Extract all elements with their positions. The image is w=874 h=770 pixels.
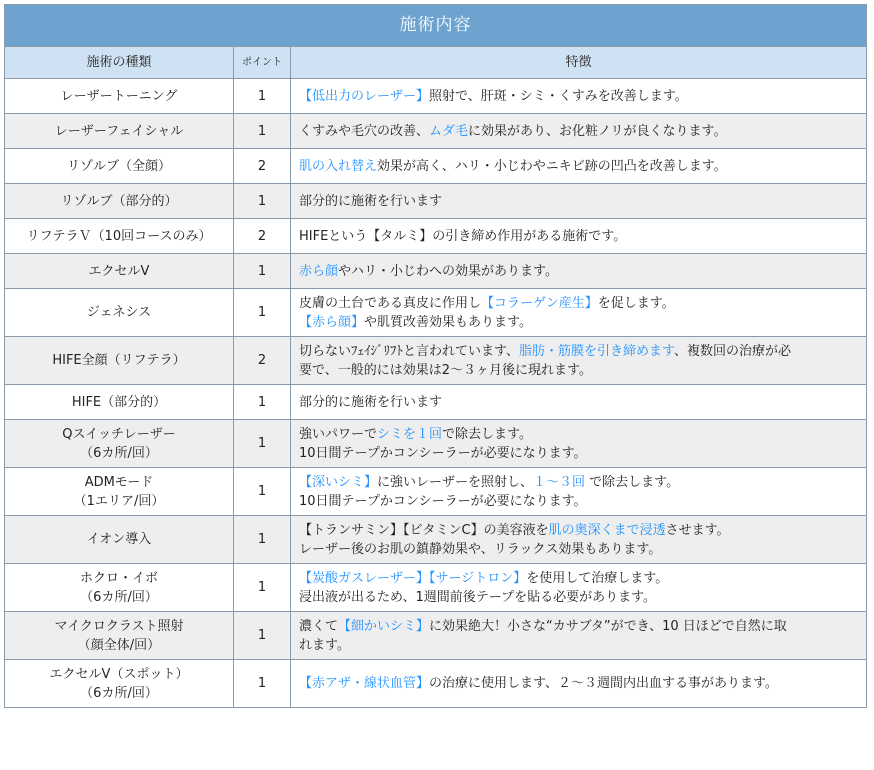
description-line — [299, 342, 858, 361]
highlight-text: 【赤ら顔】 — [299, 314, 365, 330]
table-row — [5, 468, 867, 516]
treatment-point: 1 — [234, 612, 291, 660]
treatment-point: 1 — [234, 254, 291, 289]
description-line — [299, 393, 858, 412]
plain-text: やハリ・小じわへの効果があります。 — [338, 263, 558, 279]
treatment-description — [291, 385, 867, 420]
plain-text: 濃くて — [299, 618, 339, 634]
treatment-name — [5, 385, 234, 420]
description-line — [299, 473, 858, 492]
table-title: 施術内容 — [5, 5, 867, 47]
highlight-text: 【深いシミ】 — [299, 474, 378, 490]
table-row — [5, 254, 867, 289]
table-row — [5, 612, 867, 660]
treatment-point: 1 — [234, 114, 291, 149]
treatment-name — [5, 149, 234, 184]
treatment-name-line: エクセルV — [88, 263, 150, 279]
plain-text: に強いレーザーを照射し、 — [377, 474, 534, 490]
plain-text: れます。 — [299, 637, 350, 653]
treatment-name-line: ホクロ・イボ — [79, 570, 158, 586]
description-line — [299, 227, 858, 246]
treatment-name — [5, 420, 234, 468]
treatment-name — [5, 516, 234, 564]
treatment-point: 1 — [234, 289, 291, 337]
header-feature: 特徴 — [291, 47, 867, 79]
treatment-point: 1 — [234, 516, 291, 564]
treatment-name-line: レーザートーニング — [60, 88, 178, 104]
highlight-text: 【低出力のレーザー】 — [299, 88, 430, 104]
treatment-name-line: Qスイッチレーザー — [62, 426, 176, 442]
description-line — [299, 492, 858, 511]
treatment-description — [291, 184, 867, 219]
treatment-description — [291, 254, 867, 289]
table-row — [5, 660, 867, 708]
plain-text: 、複数回の治療が必 — [673, 343, 791, 359]
treatment-description — [291, 337, 867, 385]
treatment-name-line: マイクロクラスト照射 — [54, 618, 184, 634]
description-line — [299, 87, 858, 106]
treatment-name-line: （1エリア/回） — [73, 493, 165, 509]
treatment-name-line: ADMモード — [84, 474, 154, 490]
treatment-name-line: エクセルV（スポット） — [49, 666, 189, 682]
treatment-name-line: ジェネシス — [86, 305, 152, 320]
plain-text: 要で、一般的には効果は2〜３ヶ月後に現れます。 — [299, 362, 592, 378]
table-row — [5, 516, 867, 564]
treatment-description — [291, 420, 867, 468]
treatment-name-line: HIFE（部分的） — [71, 394, 167, 410]
treatment-name — [5, 114, 234, 149]
treatment-point: 1 — [234, 184, 291, 219]
table-row — [5, 149, 867, 184]
table-row — [5, 219, 867, 254]
plain-text: 部分的に施術を行います — [299, 394, 443, 410]
description-line — [299, 444, 858, 463]
treatment-point: 1 — [234, 79, 291, 114]
description-line — [299, 540, 858, 559]
description-line — [299, 262, 858, 281]
treatment-name — [5, 184, 234, 219]
table-row — [5, 385, 867, 420]
highlight-text: 【赤アザ・線状血管】 — [299, 676, 430, 691]
description-line — [299, 588, 858, 607]
table-body — [5, 79, 867, 708]
table-row — [5, 420, 867, 468]
description-line — [299, 192, 858, 211]
description-line — [299, 313, 858, 332]
plain-text: 【トランサミン】【ビタミンC】の美容液を — [299, 522, 549, 538]
treatment-description — [291, 564, 867, 612]
highlight-text: 脂肪・筋膜を引き締めます — [518, 343, 674, 359]
plain-text: 浸出液が出るため、1週間前後テープを貼る必要があります。 — [299, 589, 657, 605]
table-row — [5, 79, 867, 114]
treatment-name-line: リゾルブ（全顔） — [66, 158, 171, 174]
highlight-text: ムダ毛 — [429, 123, 469, 139]
plain-text: に効果絶大！小さな“カサブタ”ができ、10 日ほどで自然に取 — [429, 618, 787, 634]
plain-text: の治療に使用します、２〜３週間内出血する事があります。 — [429, 676, 778, 691]
treatment-description — [291, 79, 867, 114]
plain-text: HIFEという【タルミ】の引き締め作用がある施術です。 — [299, 228, 627, 244]
description-line — [299, 674, 858, 693]
description-line — [299, 521, 858, 540]
plain-text: くすみや毛穴の改善、 — [299, 123, 430, 139]
treatment-name — [5, 254, 234, 289]
treatment-point: 2 — [234, 149, 291, 184]
treatment-table — [4, 4, 867, 708]
highlight-text: 【コラーゲン産生】 — [481, 295, 598, 311]
treatment-description — [291, 612, 867, 660]
header-point: ポイント — [234, 47, 291, 79]
treatment-name-line: HIFE全顔（リフテラ） — [52, 353, 186, 368]
treatment-point: 1 — [234, 660, 291, 708]
treatment-description — [291, 289, 867, 337]
description-line — [299, 617, 858, 636]
plain-text: を使用して治療します。 — [526, 570, 669, 586]
highlight-text: 肌の奥深くまで浸透 — [548, 522, 666, 538]
treatment-name-line: （6カ所/回） — [80, 589, 158, 605]
plain-text: で除去します。 — [585, 474, 680, 490]
plain-text: 切らないﾌｪｲｼﾞﾘﾌﾄと言われています、 — [299, 343, 519, 359]
treatment-name — [5, 219, 234, 254]
table-row — [5, 184, 867, 219]
description-line — [299, 361, 858, 380]
treatment-point: 1 — [234, 385, 291, 420]
treatment-point: 2 — [234, 219, 291, 254]
treatment-description — [291, 468, 867, 516]
plain-text: 照射で、肝斑・シミ・くすみを改善します。 — [429, 88, 688, 104]
treatment-name — [5, 337, 234, 385]
highlight-text: シミを１回 — [377, 426, 443, 442]
plain-text: 10日間テープかコンシーラーが必要になります。 — [299, 445, 587, 461]
treatment-point: 1 — [234, 468, 291, 516]
plain-text: で除去します。 — [442, 426, 532, 442]
treatment-name-line: リゾルブ（部分的） — [60, 193, 178, 209]
plain-text: や肌質改善効果もあります。 — [364, 314, 532, 330]
treatment-name-line: イオン導入 — [86, 532, 152, 547]
table-row — [5, 114, 867, 149]
description-line — [299, 569, 858, 588]
treatment-point: 1 — [234, 420, 291, 468]
highlight-text: 赤ら顔 — [299, 263, 339, 279]
description-line — [299, 157, 858, 176]
header-type: 施術の種類 — [5, 47, 234, 79]
highlight-text: 【炭酸ガスレーザー】【サージトロン】 — [299, 570, 527, 586]
plain-text: を促します。 — [597, 295, 675, 311]
treatment-name — [5, 79, 234, 114]
treatment-name — [5, 612, 234, 660]
treatment-description — [291, 660, 867, 708]
plain-text: 10日間テープかコンシーラーが必要になります。 — [299, 493, 587, 509]
table-row — [5, 289, 867, 337]
description-line — [299, 636, 858, 655]
treatment-name — [5, 564, 234, 612]
treatment-name — [5, 289, 234, 337]
treatment-name-line: （6カ所/回） — [80, 685, 158, 701]
plain-text: 部分的に施術を行います — [299, 193, 443, 209]
highlight-text: 【細かいシミ】 — [338, 618, 430, 634]
plain-text: 強いパワーで — [299, 426, 378, 442]
treatment-name — [5, 468, 234, 516]
highlight-text: １〜３回 — [533, 474, 586, 490]
description-line — [299, 425, 858, 444]
treatment-point: 1 — [234, 564, 291, 612]
treatment-name-line: リフテラＶ（10回コースのみ） — [26, 228, 212, 244]
plain-text: に効果があり、お化粧ノリが良くなります。 — [468, 123, 727, 139]
treatment-description — [291, 219, 867, 254]
plain-text: 皮膚の土台である真皮に作用し — [299, 295, 482, 311]
treatment-description — [291, 516, 867, 564]
treatment-name-line: レーザーフェイシャル — [54, 123, 184, 139]
description-line — [299, 122, 858, 141]
table-row — [5, 564, 867, 612]
treatment-description — [291, 114, 867, 149]
plain-text: 効果が高く、ハリ・小じわやニキビ跡の凹凸を改善します。 — [377, 158, 727, 174]
treatment-point: 2 — [234, 337, 291, 385]
treatment-name-line: （6カ所/回） — [80, 445, 158, 461]
plain-text: レーザー後のお肌の鎮静効果や、リラックス効果もあります。 — [299, 541, 662, 557]
highlight-text: 肌の入れ替え — [299, 158, 378, 174]
treatment-name — [5, 660, 234, 708]
description-line — [299, 294, 858, 313]
treatment-name-line: （顔全体/回） — [77, 637, 161, 653]
table-row — [5, 337, 867, 385]
plain-text: させます。 — [665, 522, 730, 538]
treatment-description — [291, 149, 867, 184]
